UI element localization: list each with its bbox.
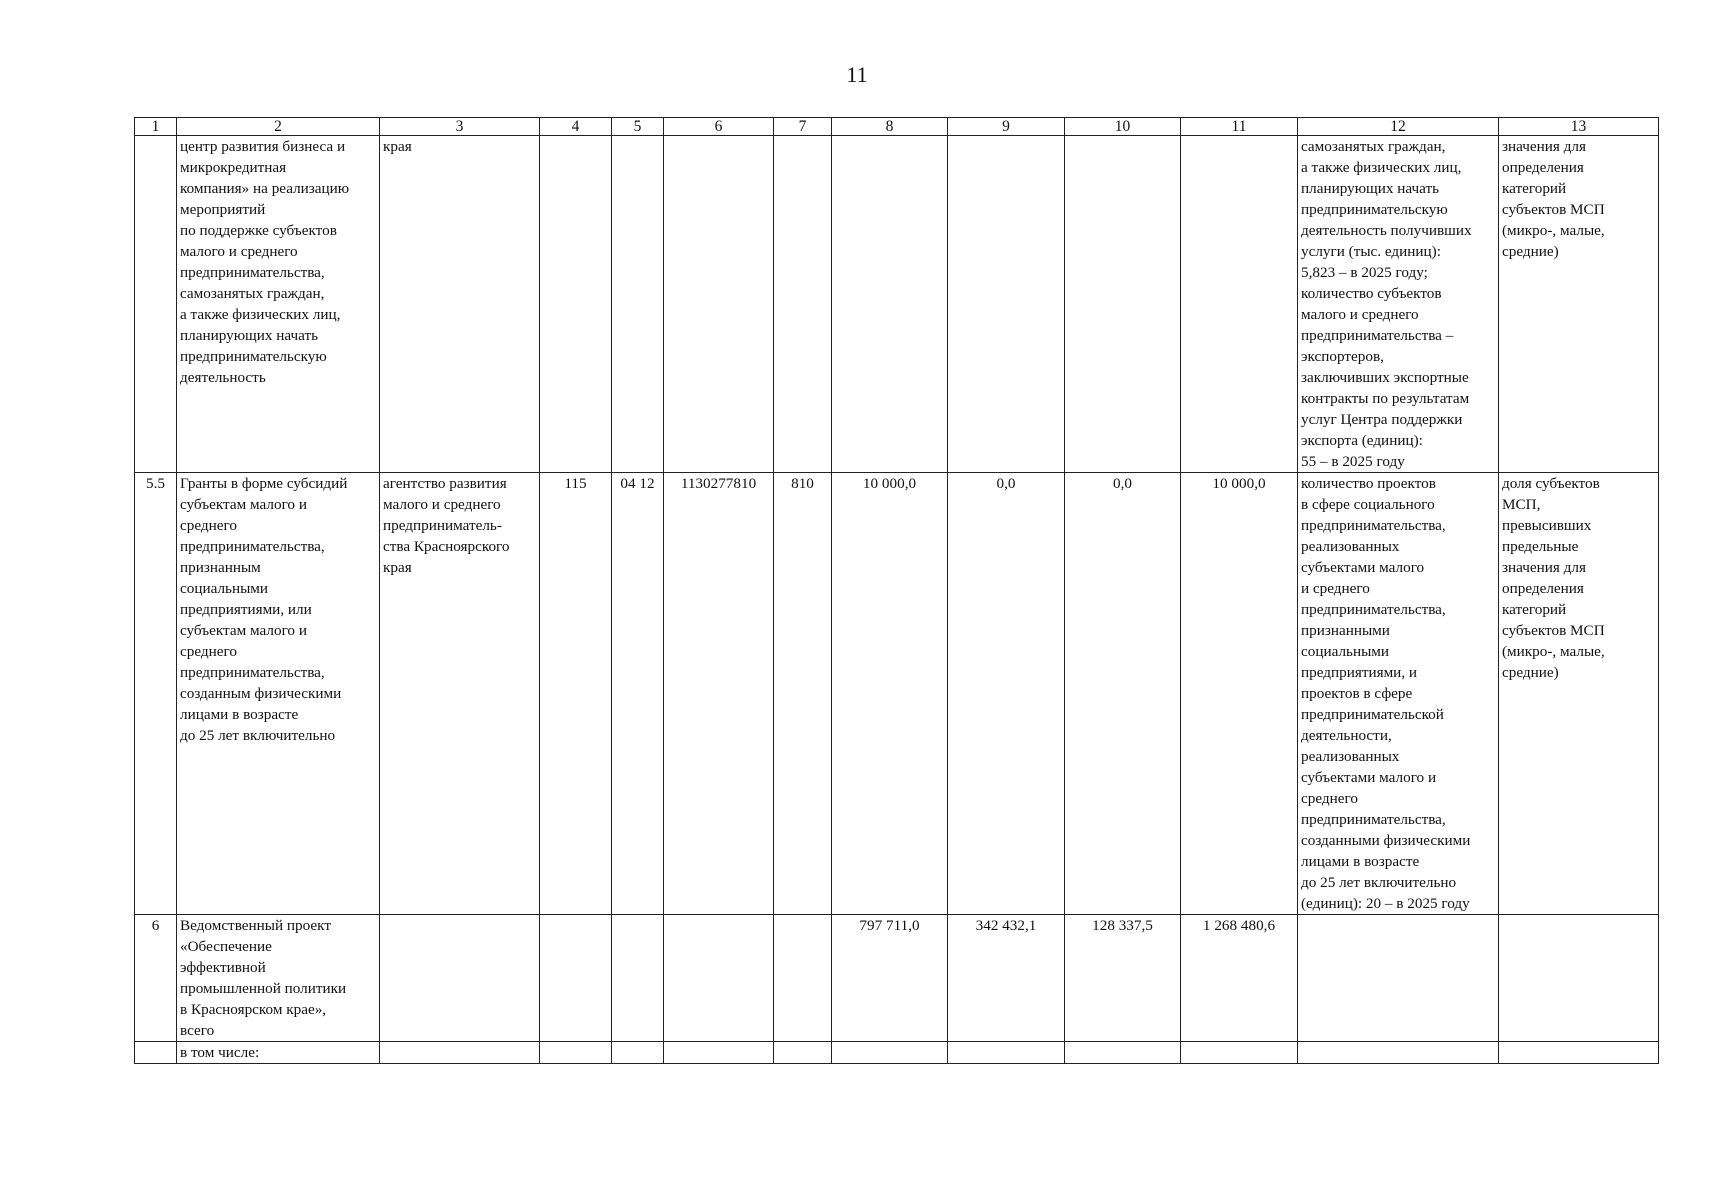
- total-amount-cell: [1181, 136, 1298, 473]
- target-article-cell: [664, 1042, 774, 1064]
- total-amount-cell: 1 268 480,6: [1181, 915, 1298, 1042]
- header-cell: 5: [612, 118, 664, 136]
- row-number-cell: 5.5: [135, 473, 177, 915]
- measure-name-cell: Ведомственный проект «Обеспечение эффективной промышленной политики в Красноярском крае», всего: [177, 915, 380, 1042]
- table-row: [135, 473, 1659, 915]
- amount-cell: [832, 1042, 948, 1064]
- total-amount-cell: 10 000,0: [1181, 473, 1298, 915]
- header-cell: 10: [1065, 118, 1181, 136]
- header-cell: 12: [1298, 118, 1499, 136]
- row-number-cell: 6: [135, 915, 177, 1042]
- expense-type-cell: [774, 915, 832, 1042]
- indicator-cell: доля субъектов МСП, превысивших предельные значения для определения категорий субъектов МСП (микро-, малые, средние): [1499, 473, 1659, 915]
- row-number-cell: [135, 136, 177, 473]
- section-code-cell: [612, 915, 664, 1042]
- table-row: [135, 136, 1659, 473]
- amount-cell: 797 711,0: [832, 915, 948, 1042]
- grbs-code-cell: 115: [540, 473, 612, 915]
- section-code-cell: [612, 136, 664, 473]
- header-cell: 11: [1181, 118, 1298, 136]
- header-cell: 3: [380, 118, 540, 136]
- executor-cell: края: [380, 136, 540, 473]
- executor-cell: [380, 915, 540, 1042]
- expected-result-cell: [1298, 915, 1499, 1042]
- amount-cell: 10 000,0: [832, 473, 948, 915]
- header-cell: 13: [1499, 118, 1659, 136]
- header-cell: 4: [540, 118, 612, 136]
- expense-type-cell: 810: [774, 473, 832, 915]
- amount-cell: [948, 136, 1065, 473]
- section-code-cell: [612, 1042, 664, 1064]
- amount-cell: 0,0: [1065, 473, 1181, 915]
- header-cell: 1: [135, 118, 177, 136]
- page-number: 11: [846, 62, 868, 87]
- indicator-cell: [1499, 1042, 1659, 1064]
- expected-result-cell: [1298, 1042, 1499, 1064]
- header-cell: 8: [832, 118, 948, 136]
- header-cell: 9: [948, 118, 1065, 136]
- grbs-code-cell: [540, 915, 612, 1042]
- measure-name-cell: в том числе:: [177, 1042, 380, 1064]
- amount-cell: [948, 1042, 1065, 1064]
- expected-result-cell: количество проектов в сфере социального предпринимательства, реализованных субъектами малого и среднего предпринимательства, признанными социальными предприятиями, и проектов в сфере предпринимательской деятельности, реализованных субъектами малого и среднего предпринимательства, созданными физическими лицами в возрасте до 25 лет включительно (единиц): 20 – в 2025 году: [1298, 473, 1499, 915]
- section-code-cell: 04 12: [612, 473, 664, 915]
- total-amount-cell: [1181, 1042, 1298, 1064]
- executor-cell: [380, 1042, 540, 1064]
- amount-cell: [832, 136, 948, 473]
- indicator-cell: [1499, 915, 1659, 1042]
- row-number-cell: [135, 1042, 177, 1064]
- grbs-code-cell: [540, 136, 612, 473]
- amount-cell: 0,0: [948, 473, 1065, 915]
- table-header-row: [135, 118, 1659, 136]
- expected-result-cell: самозанятых граждан, а также физических лиц, планирующих начать предпринимательскую деятельность получивших услуги (тыс. единиц): 5,823 – в 2025 году; количество субъектов малого и среднего предпринимательства – экспортеров, заключивших экспортные контракты по результатам услуг Центра поддержки экспорта (единиц): 55 – в 2025 году: [1298, 136, 1499, 473]
- budget-table: [134, 117, 1659, 1064]
- amount-cell: [1065, 136, 1181, 473]
- amount-cell: 342 432,1: [948, 915, 1065, 1042]
- measure-name-cell: Гранты в форме субсидий субъектам малого и среднего предпринимательства, признанным социальными предприятиями, или субъектам малого и среднего предпринимательства, созданным физическими лицами в возрасте до 25 лет включительно: [177, 473, 380, 915]
- header-cell: 6: [664, 118, 774, 136]
- table-row: [135, 1042, 1659, 1064]
- target-article-cell: 1130277810: [664, 473, 774, 915]
- grbs-code-cell: [540, 1042, 612, 1064]
- header-cell: 7: [774, 118, 832, 136]
- table-row: [135, 915, 1659, 1042]
- amount-cell: 128 337,5: [1065, 915, 1181, 1042]
- expense-type-cell: [774, 136, 832, 473]
- measure-name-cell: центр развития бизнеса и микрокредитная компания» на реализацию мероприятий по поддержке субъектов малого и среднего предпринимательства, самозанятых граждан, а также физических лиц, планирующих начать предпринимательскую деятельность: [177, 136, 380, 473]
- target-article-cell: [664, 915, 774, 1042]
- amount-cell: [1065, 1042, 1181, 1064]
- expense-type-cell: [774, 1042, 832, 1064]
- executor-cell: агентство развития малого и среднего предприниматель- ства Красноярского края: [380, 473, 540, 915]
- target-article-cell: [664, 136, 774, 473]
- indicator-cell: значения для определения категорий субъектов МСП (микро-, малые, средние): [1499, 136, 1659, 473]
- header-cell: 2: [177, 118, 380, 136]
